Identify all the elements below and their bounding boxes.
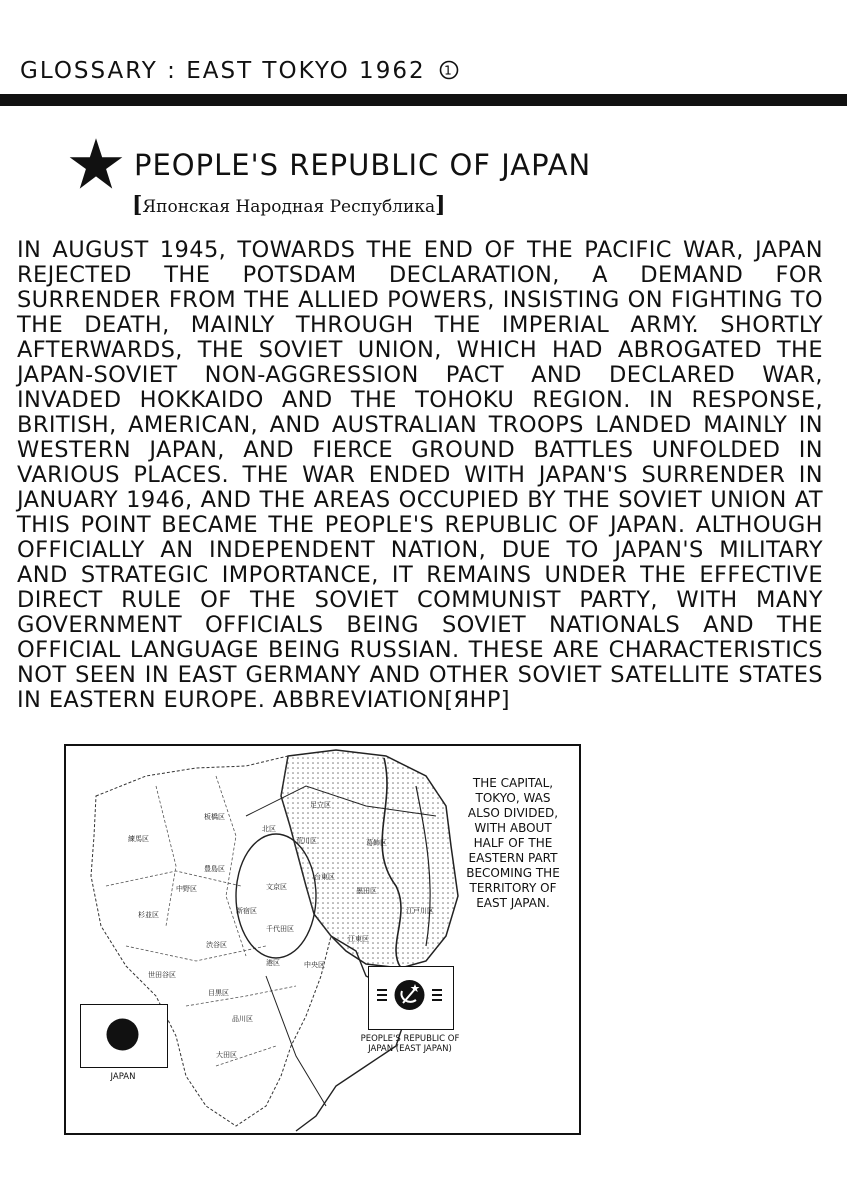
ward-label: 中央区 [304,961,325,969]
ward-label: 練馬区 [128,835,149,843]
ward-label: 渋谷区 [206,941,227,949]
star-icon [68,136,124,192]
japan-flag-label: JAPAN [110,1072,136,1082]
ward-label: 葛飾区 [366,839,387,847]
section-title: PEOPLE'S REPUBLIC OF JAPAN [134,148,592,182]
ward-label: 足立区 [310,801,331,809]
japan-flag-drawing [81,1005,164,1064]
ward-label: 江東区 [348,935,369,943]
ward-label: 新宿区 [236,907,257,915]
ward-label: 墨田区 [356,887,377,895]
tokyo-map [64,744,581,1135]
ward-label: 千代田区 [266,925,294,933]
section-body: IN AUGUST 1945, TOWARDS THE END OF THE PACIFIC WAR, JAPAN REJECTED THE POTSDAM DECLARATION, A DEMAND FOR SURRENDER FROM THE ALLIED POWERS, INSISTING ON FIGHTING TO THE DEATH, MAINLY THROUGH THE IMPERIAL ARMY. SHORTLY AFTERWARDS, THE SOVIET UNION, WHICH HAD ABROGATED THE JAPAN-SOVIET NON-AGGRESSION PACT AND DECLARED WAR, INVADED HOKKAIDO AND THE TOHOKU REGION. IN RESPONSE, BRITISH, AMERICAN, AND AUSTRALIAN TROOPS LANDED MAINLY IN WESTERN JAPAN, AND FIERCE GROUND BATTLES UNFOLDED IN VARIOUS PLACES. THE WAR ENDED WITH JAPAN'S SURRENDER IN JANUARY 1946, AND THE AREAS OCCUPIED BY THE SOVIET UNION AT THIS POINT BECAME THE PEOPLE'S REPUBLIC OF JAPAN. ALTHOUGH OFFICIALLY AN INDEPENDENT NATION, DUE TO JAPAN'S MILITARY AND STRATEGIC IMPORTANCE, IT REMAINS UNDER THE EFFECTIVE DIRECT RULE OF THE SOVIET COMMUNIST PARTY, WITH MANY GOVERNMENT OFFICIALS BEING SOVIET NATIONALS AND THE OFFICIAL LANGUAGE BEING RUSSIAN. THESE ARE CHARACTERISTICS NOT SEEN IN EAST GERMANY AND OTHER SOVIET SATELLITE STATES IN EASTERN EUROPE. ABBREVIATION[ЯНР] [17,237,823,713]
page-header-title [20,58,459,84]
ward-label: 板橋区 [204,813,225,821]
ward-label: 品川区 [232,1015,253,1023]
ward-label: 江戸川区 [406,907,434,915]
east-japan-flag-drawing [369,967,450,1026]
ward-label: 大田区 [216,1051,237,1059]
header-title-text: GLOSSARY : EAST TOKYO 1962 [20,58,426,84]
ward-label: 目黒区 [208,989,229,997]
ward-label: 豊島区 [204,865,225,873]
circled-number-icon [439,60,459,80]
east-japan-flag [368,966,454,1030]
map-caption: THE CAPITAL, TOKYO, WAS ALSO DIVIDED, WITH ABOUT HALF OF THE EASTERN PART BECOMING THE TERRITORY OF EAST JAPAN. [466,776,560,910]
japan-flag [80,1004,168,1068]
ward-label: 中野区 [176,885,197,893]
east-japan-flag-label: PEOPLE'S REPUBLIC OF JAPAN (EAST JAPAN) [360,1034,460,1054]
ward-label: 文京区 [266,883,287,891]
ward-label: 港区 [266,959,280,967]
subtitle-text: Японская Народная Республика [142,197,436,217]
ward-label: 荒川区 [296,837,317,845]
ward-label: 杉並区 [138,911,159,919]
ward-label: 世田谷区 [148,971,176,979]
header-divider [0,94,847,106]
ward-label: 北区 [262,825,276,833]
circled-number-text: 1 [444,63,454,78]
section-subtitle: [Японская Народная Республика] [132,192,446,218]
ward-label: 台東区 [314,873,335,881]
